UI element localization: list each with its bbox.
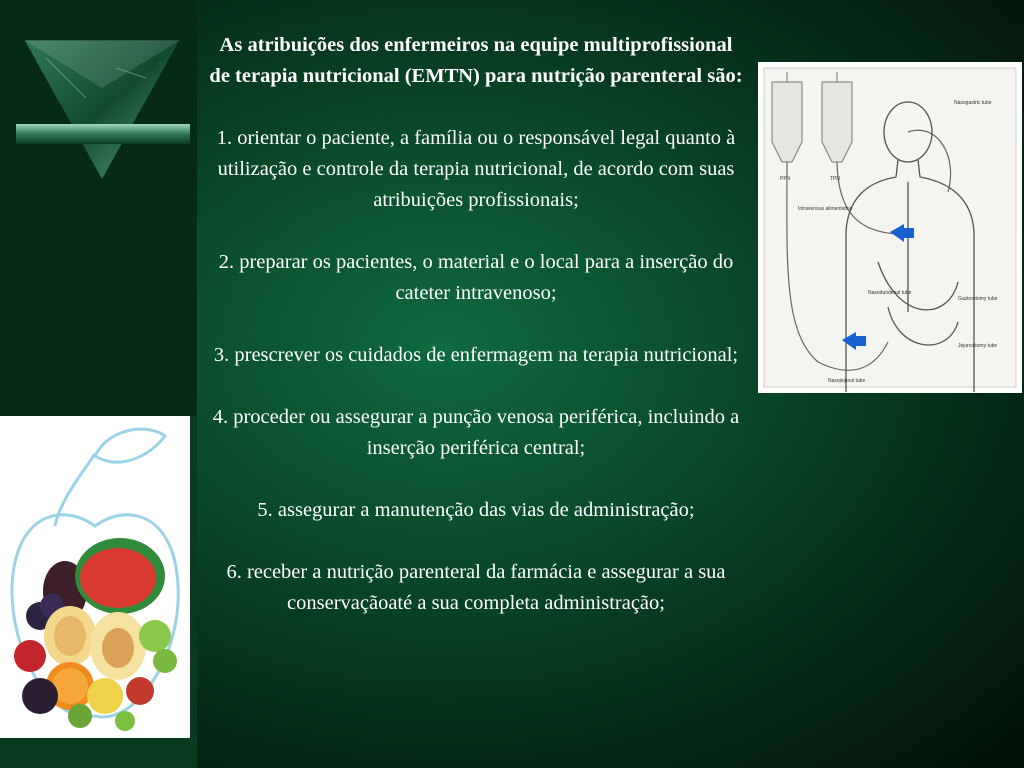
triangle-logo-icon xyxy=(16,38,190,183)
list-item: 3. prescrever os cuidados de enfermagem na terapia nutricional; xyxy=(213,344,739,366)
label-gastrostomy: Gastrostomy tube xyxy=(958,296,998,302)
list-item: 6. receber a nutrição parenteral da farmácia e assegurar a sua conservaçãoaté a sua completa administração; xyxy=(226,561,726,614)
label-nasoduodenal: Nasoduodenal tube xyxy=(868,290,912,296)
enteral-parenteral-illustration-icon xyxy=(758,62,1022,393)
list-item: 4. proceder ou assegurar a punção venosa periférica, incluindo a inserção periférica central; xyxy=(212,406,740,459)
slide-content xyxy=(208,30,744,619)
slide-title: As atribuições dos enfermeiros na equipe multiprofissional de terapia nutricional (EMTN) para nutrição parenteral são: xyxy=(209,34,743,87)
list-item: 5. assegurar a manutenção das vias de administração; xyxy=(257,499,695,521)
feeding-illustration xyxy=(758,62,1022,393)
label-jejunostomy: Jejunostomy tube xyxy=(958,343,998,349)
list-item: 1. orientar o paciente, a família ou o responsável legal quanto à utilização e controle da terapia nutricional, de acordo com suas atribuições profissionais; xyxy=(216,127,736,211)
list-item: 2. preparar os pacientes, o material e o local para a inserção do cateter intravenoso; xyxy=(218,251,734,304)
fruit-image xyxy=(0,416,190,738)
label-nasogastric: Nasogastric tube xyxy=(954,100,992,106)
label-nasojejunal: Nasojejunal tube xyxy=(828,378,866,384)
label-iv: Intravenous alimentation xyxy=(798,206,853,212)
fruit-apple-icon xyxy=(0,416,190,738)
label-tpn: TPN xyxy=(830,176,840,182)
label-ppn: PPN xyxy=(780,176,791,182)
